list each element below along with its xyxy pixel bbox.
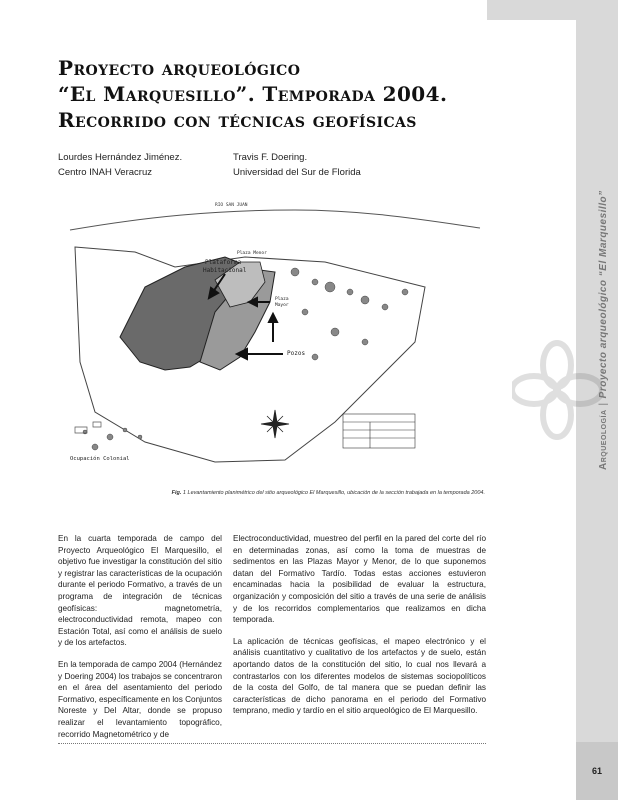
river-label: RIO SAN JUAN — [215, 203, 248, 208]
sidebar-top-band — [487, 0, 618, 20]
figure-caption-text: 1 Levantamiento planimétrico del sitio arqueológico El Marquesillo, ubicación de la sección trabajada en la temporada 2004. — [182, 490, 485, 496]
title-line-3: Recorrido con técnicas geofísicas — [58, 108, 417, 132]
right-paragraph-1: Electroconductividad, muestreo del perfil en la pared del corte del río en determinadas zonas, así como la toma de muestras de sedimentos en las Plazas Mayor y Menor, de lo que suponemos datan del Formativo Tardío. Todas estas acciones estuvieron encaminadas hacia la posibilidad de evaluar la estructura, organización y composición del sitio a través de una serie de análisis y de los recorridos complementarios que realizamos en dicha temporada. — [233, 534, 486, 625]
label-plataforma: Plataforma — [205, 259, 242, 266]
running-head — [598, 190, 609, 470]
running-head-subtitle: Proyecto arqueológico “El Marquesillo” — [598, 190, 609, 399]
left-paragraph-1: En la cuarta temporada de campo del Proyecto Arqueológico El Marquesillo, el objetivo fue investigar la constitución del sitio y registrar las características de la ocupación durante el periodo Formativo, a través de un programa de integración de técnicas geofísicas: magnetometría, electroconductividad remota, mapeo con Estación Total, así como el análisis de suelo y de los artefactos. — [58, 534, 222, 648]
author-1-name: Lourdes Hernández Jiménez. — [58, 152, 183, 163]
body-left-column — [58, 533, 222, 750]
page-number: 61 — [591, 766, 602, 776]
site-map-figure — [65, 192, 485, 476]
label-habitacional: Habitacional — [203, 267, 247, 274]
vertical-arrow — [269, 314, 277, 342]
running-head-section: Arqueología — [598, 409, 609, 470]
figure-caption — [145, 490, 485, 496]
figure-caption-prefix: Fig. — [171, 490, 182, 496]
label-plaza-mayor-2: Mayor — [275, 303, 289, 308]
running-head-separator: | — [598, 402, 609, 406]
body-right-column — [233, 533, 486, 727]
label-pozos: Pozos — [287, 350, 306, 357]
article-title — [58, 55, 488, 133]
decorative-flower-icon — [512, 340, 602, 440]
author-1-affiliation: Centro INAH Veracruz — [58, 167, 152, 178]
author-1 — [58, 150, 182, 180]
label-plaza-menor: Plaza Menor — [237, 251, 267, 256]
author-2-affiliation: Universidad del Sur de Florida — [233, 167, 361, 178]
left-paragraph-2: En la temporada de campo 2004 (Hernández y Doering 2004) los trabajos se concentraron en el área del asentamiento del periodo Formativo, específicamente en los Conjuntos Noreste y Del Altar, donde se propuso realizar el levantamiento topográfico, recorrido Magnetométrico y de — [58, 659, 222, 739]
footer-rule — [58, 743, 486, 744]
compass-star-icon — [261, 410, 289, 438]
right-paragraph-2: La aplicación de técnicas geofísicas, el mapeo electrónico y el análisis cuantitativo y cualitativo de los artefactos y de suelo, están aportando datos de la constitución del sitio, lo cual nos llevará a contrastarlos con los diferentes modelos de sistemas sociopolíticos de la costa del Golfo, de tal manera que se puedan definir las características de dicho panorama en el periodo del Formativo temprano, medio y tardío en el sitio arqueológico de El Marquesillo. — [233, 636, 486, 716]
map-title-block — [343, 414, 415, 448]
author-2 — [233, 150, 361, 180]
author-2-name: Travis F. Doering. — [233, 152, 308, 163]
colonial-structures — [75, 422, 101, 433]
label-plaza-mayor-1: Plaza — [275, 297, 289, 302]
title-line-2: “El Marquesillo”. Temporada 2004. — [58, 82, 448, 106]
title-line-1: Proyecto arqueológico — [58, 56, 301, 80]
pozos-arrow — [237, 349, 283, 359]
label-ocupacion: Ocupación Colonial — [70, 456, 130, 462]
river-line — [70, 210, 480, 230]
